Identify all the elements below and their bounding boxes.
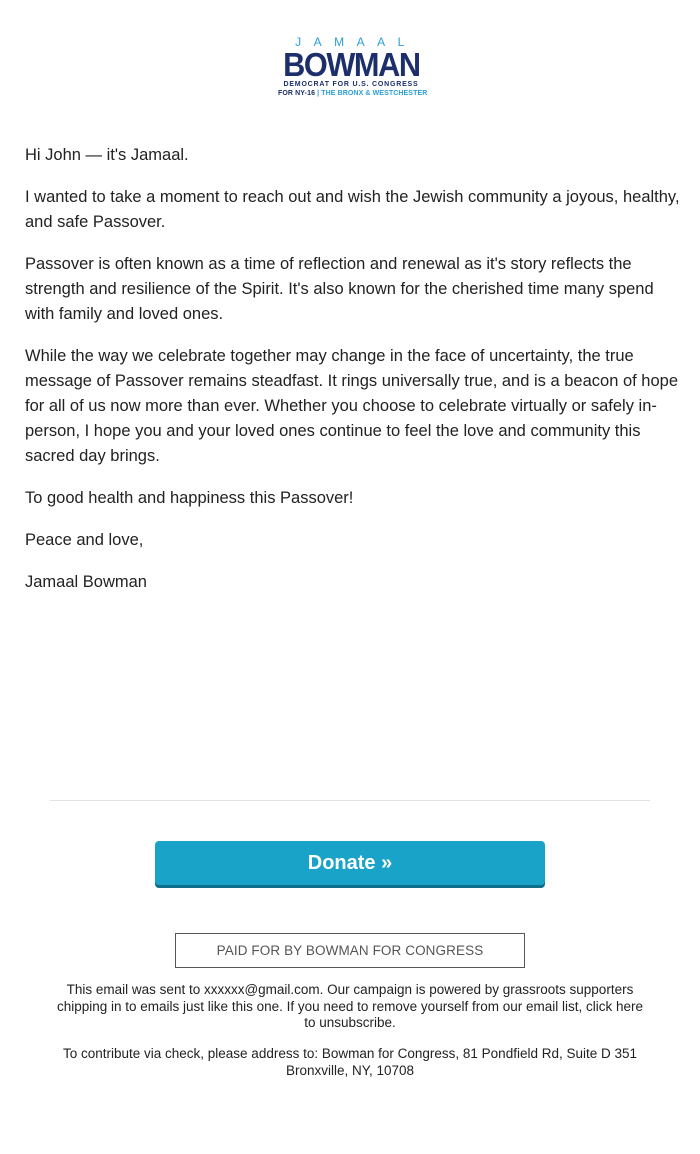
footer-notice-end: . bbox=[392, 1015, 396, 1030]
logo-last-name: BOWMAN bbox=[283, 46, 420, 83]
body-paragraph: I wanted to take a moment to reach out and wish the Jewish community a joyous, healthy, and safe Passover. bbox=[25, 188, 680, 231]
sign-off: Peace and love, bbox=[25, 531, 144, 549]
footer-email-notice bbox=[50, 982, 650, 1032]
logo-region: THE BRONX & WESTCHESTER bbox=[321, 90, 428, 97]
body-paragraph: To good health and happiness this Passover! bbox=[25, 489, 354, 507]
signature: Jamaal Bowman bbox=[25, 573, 147, 591]
greeting: Hi John — it's Jamaal. bbox=[25, 146, 189, 164]
logo-separator: | bbox=[317, 90, 320, 97]
unsubscribe-link[interactable]: here to unsubscribe bbox=[304, 998, 644, 1030]
email-body bbox=[25, 143, 685, 612]
body-paragraph: Passover is often known as a time of reflection and renewal as it's story reflects the strength and resilience of the Spirit. It's also known for the cherished time many spend with family and loved ones. bbox=[25, 255, 654, 323]
paid-for-disclaimer: PAID FOR BY BOWMAN FOR CONGRESS bbox=[175, 933, 525, 968]
logo-tagline: DEMOCRAT FOR U.S. CONGRESS bbox=[283, 81, 419, 88]
donate-button[interactable]: Donate » bbox=[155, 841, 545, 885]
logo-district: FOR NY-16 bbox=[278, 90, 316, 97]
divider bbox=[50, 800, 650, 801]
footer-notice-text: This email was sent to xxxxxx@gmail.com. Our campaign is powered by grassroots supporters chipping in to emails just like this one. If you need to remove yourself from our email list, click bbox=[56, 982, 634, 1014]
logo-district-line bbox=[278, 89, 428, 98]
footer-address: To contribute via check, please address to: Bowman for Congress, 81 Pondfield Rd, Suite D 351 Bronxville, NY, 10708 bbox=[62, 1046, 638, 1078]
campaign-logo bbox=[278, 35, 428, 104]
body-paragraph: While the way we celebrate together may change in the face of uncertainty, the true message of Passover remains steadfast. It rings universally true, and is a beacon of hope for all of us now more than ever. Whether you choose to celebrate virtually or safely in-person, I hope you and your loved ones continue to feel the love and community this sacred day brings. bbox=[25, 347, 679, 465]
logo-first-name: JAMAAL bbox=[295, 35, 417, 49]
